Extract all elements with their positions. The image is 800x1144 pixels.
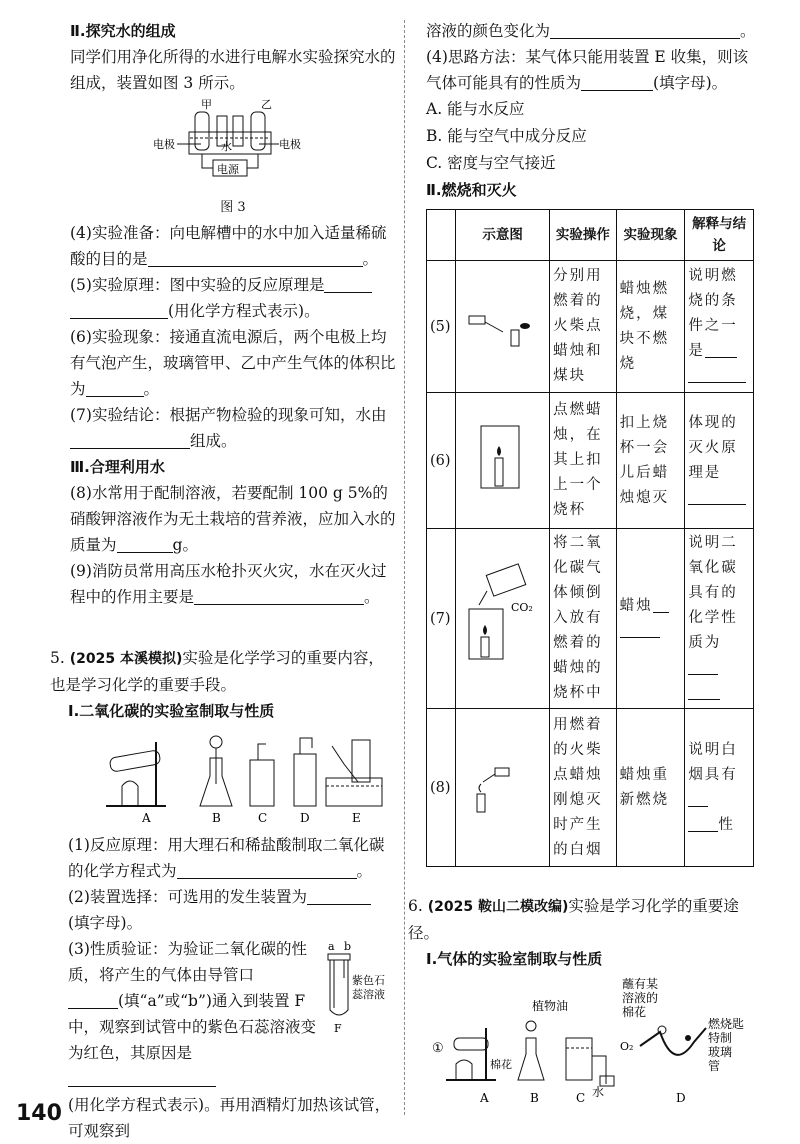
question-number: 5. — [50, 649, 65, 667]
label-C: C — [258, 811, 268, 824]
svg-text:管: 管 — [708, 1059, 721, 1073]
column-header: 示意图 — [456, 210, 550, 261]
question-5: (5)实验原理：图中实验的反应原理是 (用化学方程式表示)。 — [70, 272, 396, 324]
part-3: a b 紫色石 蕊溶液 F (3)性质验证：为验证二氧化碳的性质，将产生的气体由导管口 (填“a”或“b”)通入到装置 F 中，观察到试管中的紫色石蕊溶液变为红色，其原因是 (用化学方程式表示)。再用酒精灯加热该试管，可观察到 — [68, 936, 396, 1144]
answer-blank[interactable] — [194, 586, 364, 605]
gas-apparatus-figure — [426, 972, 756, 1106]
label-water: 水 — [221, 140, 232, 153]
label-electrode-left: 电极 — [153, 138, 175, 151]
figure-caption: 图 3 — [220, 200, 246, 215]
label-A: A — [142, 811, 151, 824]
column-header: 实验现象 — [616, 210, 685, 261]
option-C: C. 密度与空气接近 — [426, 154, 556, 172]
svg-text:a: a — [328, 940, 335, 953]
electrolysis-diagram — [153, 98, 313, 190]
answer-blank[interactable] — [581, 72, 653, 91]
svg-text:蘸有某: 蘸有某 — [622, 977, 659, 991]
section-title: Ⅰ.二氧化碳的实验室制取与性质 — [68, 702, 275, 720]
answer-blank[interactable] — [688, 681, 720, 700]
answer-blank[interactable] — [705, 339, 737, 358]
label-yi: 乙 — [261, 98, 272, 111]
answer-blank[interactable] — [688, 813, 718, 832]
svg-text:棉花: 棉花 — [490, 1058, 512, 1071]
answer-blank[interactable] — [70, 300, 168, 319]
label-B: B — [212, 811, 221, 824]
label-D: D — [300, 811, 310, 824]
apparatus-F — [326, 938, 396, 1036]
svg-text:①: ① — [432, 1041, 444, 1056]
question-7: (7)实验结论：根据产物检验的现象可知，水由 组成。 — [70, 406, 387, 450]
question-6: (6)实验现象：接通直流电源后，两个电极上均有气泡产生，玻璃管甲、乙中产生气体的体积比为 。 — [70, 328, 396, 398]
table-row: (7) CO₂ 将二氧化碳气体倾倒入放有燃着的蜡烛的烧杯中 蜡烛 说明二氧化碳具有的化学性质为 — [427, 529, 754, 709]
table-row: (5) 分别用燃着的火柴点蜡烛和煤块 蜡烛燃烧，煤块不燃烧 说明燃烧的条件之一是 — [427, 261, 754, 393]
answer-blank[interactable] — [653, 594, 669, 613]
label-electrode-right: 电极 — [279, 138, 301, 151]
answer-blank[interactable] — [68, 1068, 216, 1087]
question-4-right: (4)思路方法：某气体只能用装置 E 收集，则该气体可能具有的性质为 (填字母)。 — [426, 48, 749, 92]
section-title: Ⅲ.合理利用水 — [70, 458, 165, 476]
part-2: (2)装置选择：可选用的发生装置为 (填字母)。 — [68, 884, 396, 936]
diagram-cell — [456, 709, 550, 867]
svg-text:溶液的: 溶液的 — [622, 991, 659, 1005]
answer-blank[interactable] — [620, 619, 660, 638]
smoke-relight-sketch — [459, 748, 541, 818]
answer-blank[interactable] — [70, 430, 190, 449]
co2-pour-sketch — [459, 559, 541, 669]
paragraph: 同学们用净化所得的水进行电解水实验探究水的组成，装置如图 3 所示。 — [70, 48, 396, 92]
part-1: (1)反应原理：用大理石和稀盐酸制取二氧化碳的化学方程式为 。 — [68, 836, 385, 880]
question-8: (8)水常用于配制溶液，若要配制 100 g 5%的硝酸钾溶液作为无土栽培的营养液，应加入水的质量为 g。 — [70, 484, 396, 554]
svg-text:水: 水 — [592, 1085, 605, 1099]
table-row: (6) 点燃蜡烛，在其上扣上一个烧杯 扣上烧杯一会儿后蜡烛熄灭 体现的灭火原理是 — [427, 393, 754, 529]
svg-text:特制: 特制 — [708, 1031, 733, 1045]
label-power: 电源 — [217, 163, 239, 176]
label-jia: 甲 — [201, 98, 212, 111]
diagram-cell — [456, 261, 550, 393]
svg-text:F: F — [334, 1022, 342, 1035]
answer-blank[interactable] — [86, 378, 144, 397]
left-column — [70, 18, 396, 610]
answer-blank[interactable] — [307, 886, 371, 905]
right-column — [426, 18, 756, 867]
column-header: 解释与结论 — [685, 210, 754, 261]
answer-blank[interactable] — [68, 990, 118, 1009]
beaker-candle-sketch — [459, 416, 541, 496]
svg-text:O₂: O₂ — [620, 1040, 634, 1053]
svg-text:植物油: 植物油 — [532, 999, 569, 1013]
option-B: B. 能与空气中成分反应 — [426, 127, 587, 145]
table-row: (8) 用燃着的火柴点蜡烛刚熄灭时产生的白烟 蜡烛重新燃烧 说明白烟具有 性 — [427, 709, 754, 867]
column-header: 实验操作 — [550, 210, 617, 261]
answer-blank[interactable] — [688, 656, 718, 675]
svg-text:紫色石: 紫色石 — [352, 974, 385, 987]
svg-text:b: b — [344, 940, 352, 953]
svg-text:玻璃: 玻璃 — [708, 1045, 733, 1059]
continuation: 溶液的颜色变化为 。 — [426, 22, 756, 40]
co2-apparatus-figure — [100, 724, 400, 824]
diagram-cell — [456, 529, 550, 709]
svg-text:C: C — [576, 1091, 586, 1105]
column-divider — [404, 20, 405, 1115]
answer-blank[interactable] — [177, 860, 357, 879]
answer-blank[interactable] — [688, 788, 708, 807]
answer-blank[interactable] — [688, 486, 746, 505]
section-title: Ⅱ.燃烧和灭火 — [426, 181, 517, 199]
svg-text:棉花: 棉花 — [622, 1005, 647, 1019]
answer-blank[interactable] — [550, 20, 740, 39]
question-number: 6. — [408, 897, 423, 915]
svg-text:B: B — [530, 1091, 539, 1105]
figure-3 — [70, 98, 396, 218]
svg-text:D: D — [676, 1091, 686, 1105]
answer-blank[interactable] — [117, 534, 173, 553]
answer-blank[interactable] — [324, 274, 372, 293]
question-5-block: 5. (2025 本溪模拟)实验是化学学习的重要内容，也是学习化学的重要手段。 Ⅰ.二氧化碳的实验室制取与性质 A B C D E (1)反应原理：用大理石和稀盐酸制取二氧化碳的化学方程式为 。 (2)装置选择：可选用的发生装置为 (填字母)。 a b 紫色石 蕊溶液 F (3)性质验证：为验证二氧化碳的性质，将产生的气体由导管口 (填“a”或“b”)通入到装置 F 中，观察到试管中的紫色石蕊溶液变为红色，其原因是 (用化学方程式表示)。再用酒精灯加热该试管，可观察到 — [50, 645, 396, 1144]
question-9: (9)消防员常用高压水枪扑灭火灾，水在灭火过程中的作用主要是 。 — [70, 562, 387, 606]
combustion-table — [426, 209, 754, 867]
question-source: (2025 本溪模拟) — [69, 651, 183, 667]
diagram-cell — [456, 393, 550, 529]
question-4: (4)实验准备：向电解槽中的水中加入适量稀硫酸的目的是 。 — [70, 224, 387, 268]
question-6-block: 6. (2025 鞍山二模改编)实验是学习化学的重要途径。 Ⅰ.气体的实验室制取与性质 ① 棉花 植物油 水 蘸有某 溶液的 棉花 O₂ 燃烧匙 特制 玻璃 管 A B C D — [408, 893, 758, 1114]
answer-blank[interactable] — [148, 248, 363, 267]
svg-text:蕊溶液: 蕊溶液 — [352, 988, 385, 1001]
option-A: A. 能与水反应 — [426, 100, 525, 118]
section-title: Ⅰ.气体的实验室制取与性质 — [426, 950, 603, 968]
section-title: Ⅱ.探究水的组成 — [70, 22, 176, 40]
svg-text:燃烧匙: 燃烧匙 — [708, 1017, 745, 1031]
table-header-row — [427, 210, 754, 261]
svg-text:CO₂: CO₂ — [511, 601, 533, 614]
svg-text:A: A — [480, 1091, 489, 1105]
match-candle-sketch — [459, 292, 541, 352]
answer-blank[interactable] — [688, 364, 746, 383]
question-source: (2025 鞍山二模改编) — [427, 899, 569, 915]
label-E: E — [352, 811, 361, 824]
page-number: 140 — [16, 1101, 62, 1126]
